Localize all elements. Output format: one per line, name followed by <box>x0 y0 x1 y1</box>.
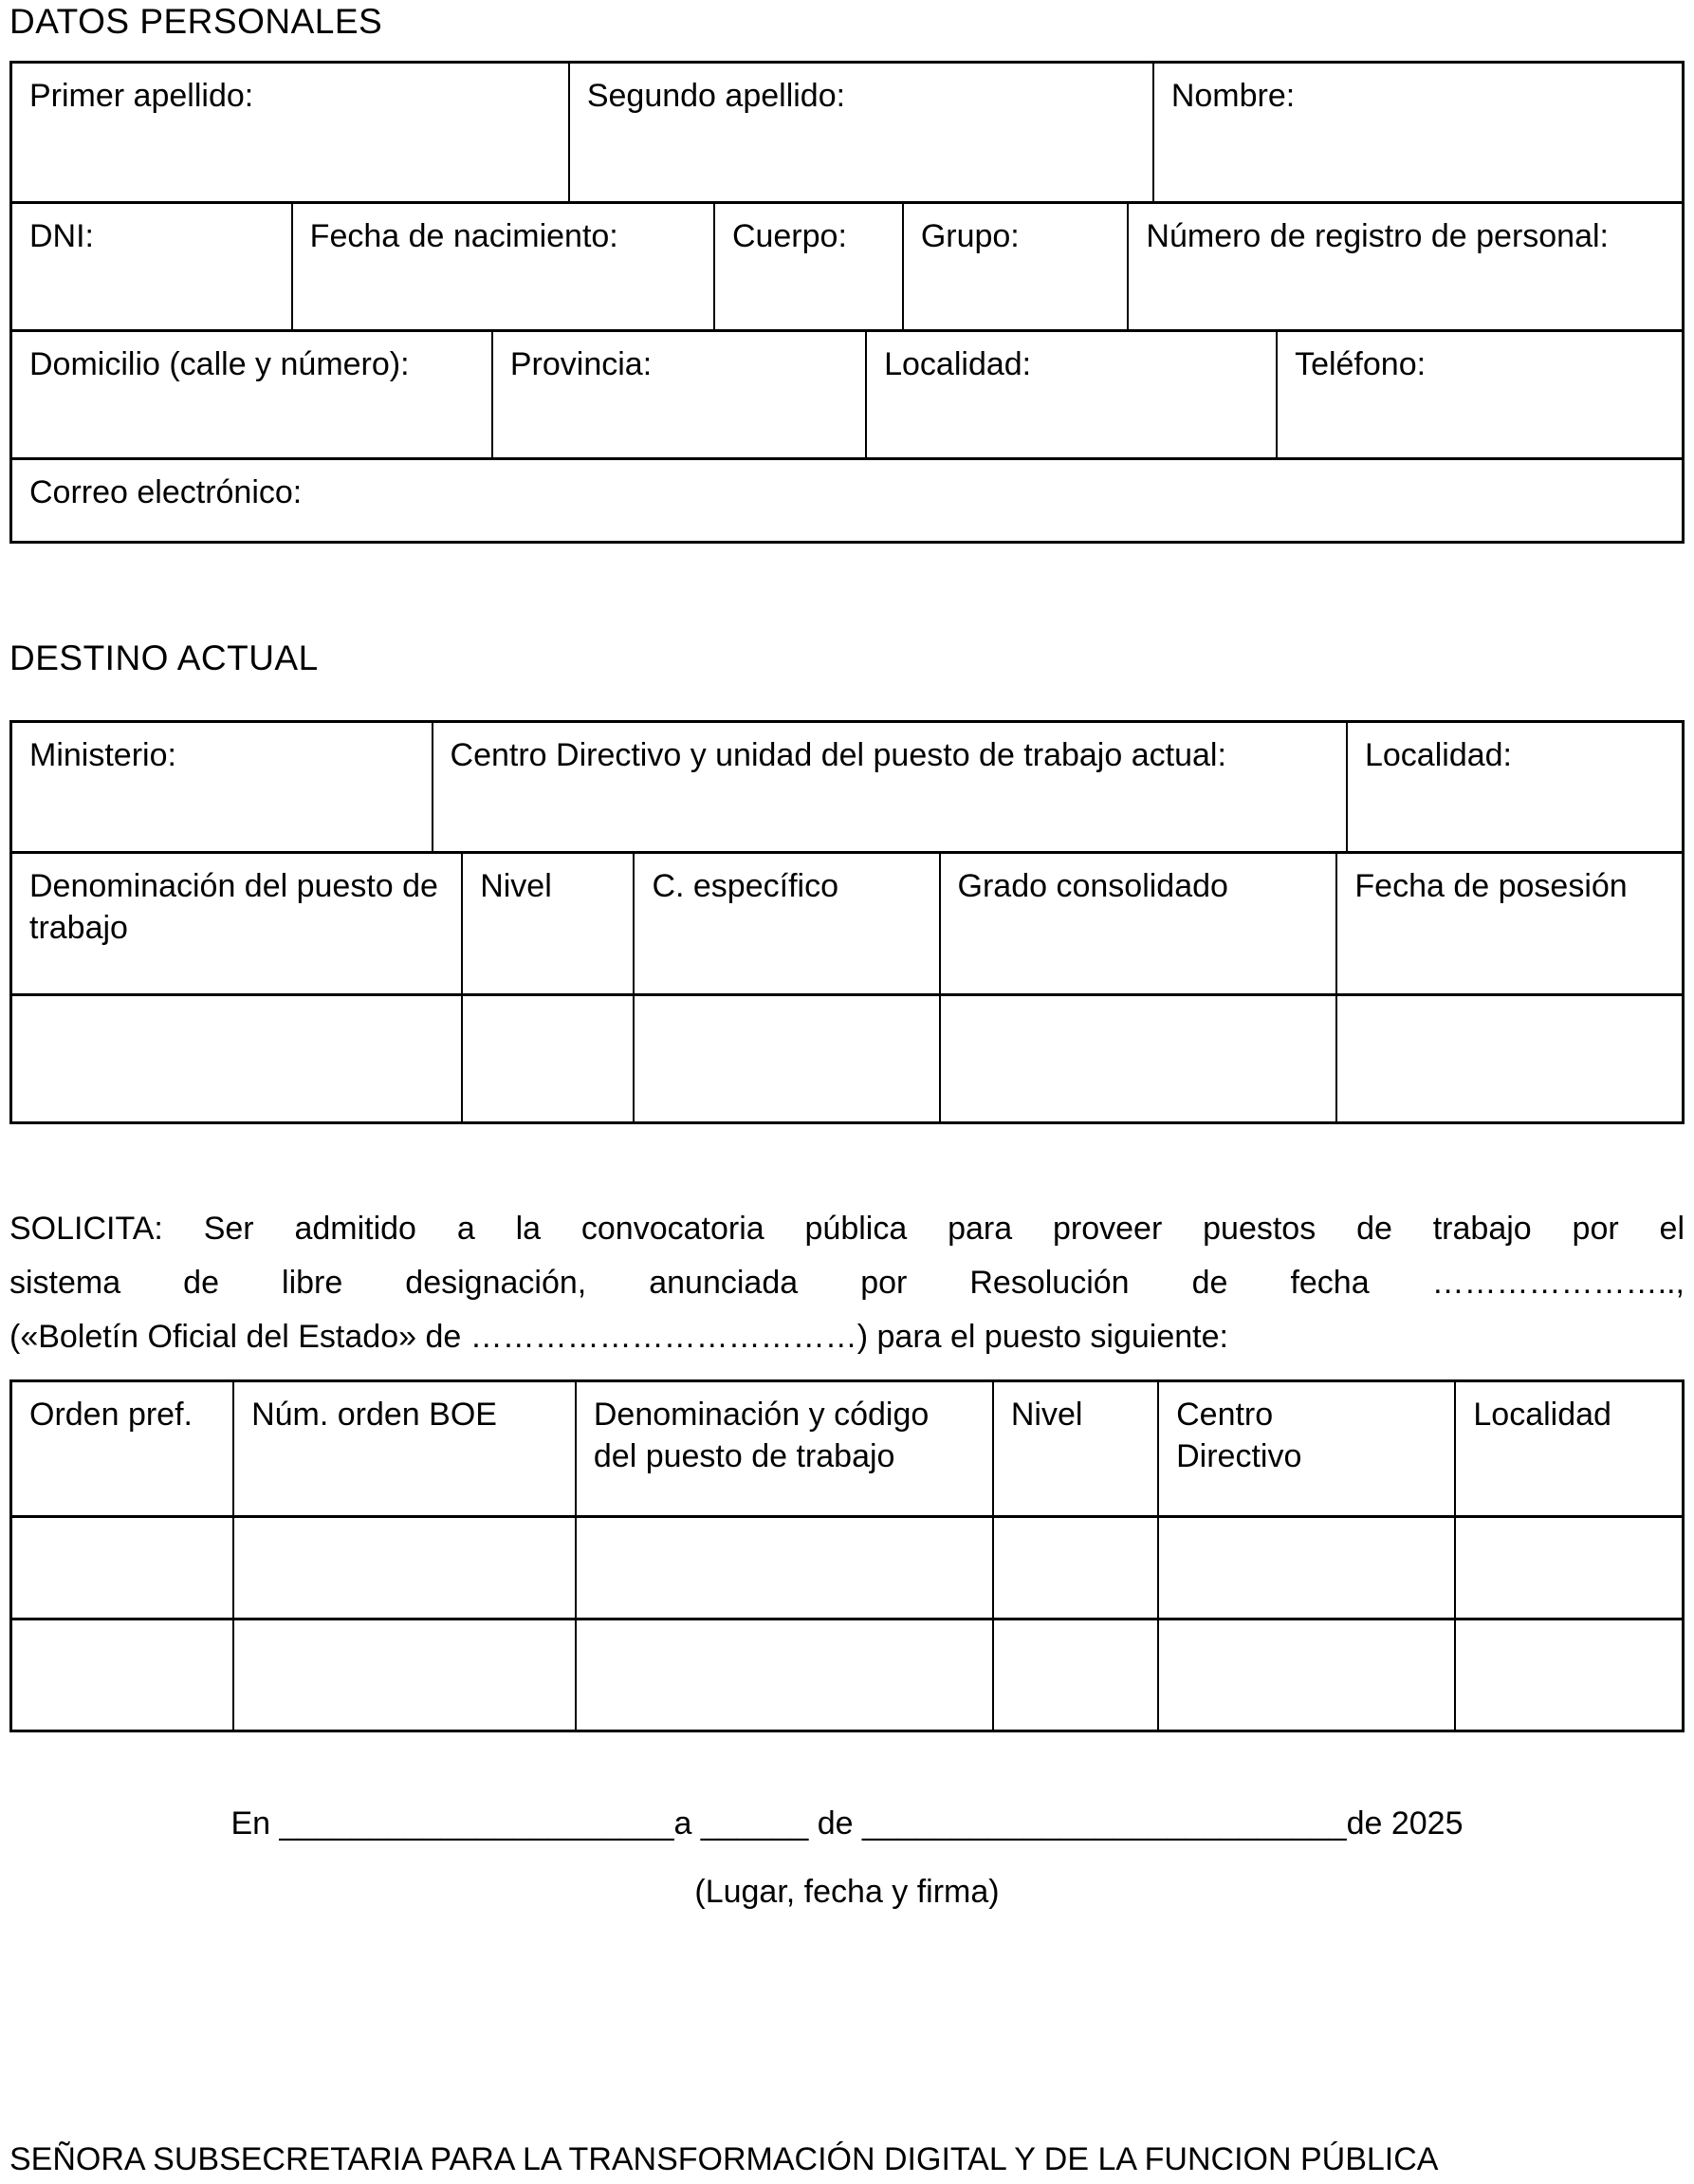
empty-cell <box>577 1518 994 1618</box>
personal-data-table <box>9 61 1685 544</box>
date-blank-line: En ______________________a ______ de ___________________________de 2025 <box>230 1805 1464 1842</box>
empty-cell <box>994 1518 1159 1618</box>
empty-cell <box>1456 1518 1682 1618</box>
empty-cell-c-especifico <box>635 996 940 1121</box>
cell-segundo-apellido: Segundo apellido: <box>570 64 1154 201</box>
cell-grado-consolidado: Grado consolidado <box>941 854 1338 993</box>
solicita-paragraph <box>9 1202 1685 1364</box>
personal-row-correo <box>12 457 1682 541</box>
destino-actual-table <box>9 720 1685 1124</box>
cell-nombre: Nombre: <box>1170 78 1296 114</box>
empty-cell-grado <box>941 996 1338 1121</box>
empty-cell <box>1159 1518 1456 1618</box>
empty-cell <box>994 1620 1159 1730</box>
lugar-fecha-firma-label: (Lugar, fecha y firma) <box>694 1874 1000 1910</box>
puestos-empty-row-1 <box>12 1515 1682 1618</box>
cell-cuerpo: Cuerpo: <box>715 204 904 329</box>
header-num-orden-boe: Núm. orden BOE <box>234 1382 577 1515</box>
cell-correo-electronico: Correo electrónico: <box>29 474 303 510</box>
destino-row-empty <box>12 993 1682 1121</box>
puestos-header-row <box>12 1382 1682 1515</box>
empty-cell <box>12 1620 234 1730</box>
header-orden-pref: Orden pref. <box>12 1382 234 1515</box>
solicita-line-2: sistema de libre designación, anunciada por Resolución de fecha ………………….., <box>9 1265 1685 1301</box>
puestos-table <box>9 1379 1685 1732</box>
empty-cell-nivel <box>463 996 635 1121</box>
cell-domicilio: Domicilio (calle y número): <box>12 332 493 457</box>
personal-row-domicilio <box>12 329 1682 457</box>
empty-cell <box>1159 1620 1456 1730</box>
solicita-line-3: («Boletín Oficial del Estado» de ………………………………) para el puesto siguiente: <box>9 1319 1228 1355</box>
cell-dni: DNI: <box>12 204 293 329</box>
cell-numero-registro: Número de registro de personal: <box>1146 218 1609 254</box>
section-heading-datos-personales: DATOS PERSONALES <box>9 2 383 41</box>
header-localidad: Localidad <box>1473 1397 1611 1433</box>
header-nivel: Nivel <box>994 1382 1159 1515</box>
cell-c-especifico: C. específico <box>635 854 940 993</box>
empty-cell-fecha-posesion <box>1337 996 1682 1121</box>
puestos-empty-row-2 <box>12 1618 1682 1730</box>
footer-addressee-line: SEÑORA SUBSECRETARIA PARA LA TRANSFORMACIÓN DIGITAL Y DE LA FUNCION PÚBLICA <box>9 2141 1439 2177</box>
cell-ministerio: Ministerio: <box>12 723 433 851</box>
cell-telefono: Teléfono: <box>1295 346 1427 382</box>
empty-cell-denominacion <box>12 996 463 1121</box>
destino-row-headers <box>12 851 1682 993</box>
header-centro-directivo: Centro Directivo <box>1159 1382 1456 1515</box>
solicita-line-1: SOLICITA: Ser admitido a la convocatoria pública para proveer puestos de trabajo por el <box>9 1211 1685 1247</box>
cell-primer-apellido: Primer apellido: <box>12 64 570 201</box>
empty-cell <box>1456 1620 1682 1730</box>
personal-row-dni <box>12 201 1682 329</box>
section-heading-destino-actual: DESTINO ACTUAL <box>9 639 319 677</box>
cell-provincia: Provincia: <box>493 332 867 457</box>
empty-cell <box>234 1518 577 1618</box>
cell-denominacion-puesto: Denominación del puesto de trabajo <box>12 854 463 993</box>
cell-centro-directivo-unidad: Centro Directivo y unidad del puesto de trabajo actual: <box>433 723 1348 851</box>
cell-fecha-nacimiento: Fecha de nacimiento: <box>293 204 715 329</box>
header-denominacion-codigo: Denominación y código del puesto de trabajo <box>577 1382 994 1515</box>
personal-row-apellidos <box>12 64 1682 201</box>
empty-cell <box>577 1620 994 1730</box>
cell-localidad: Localidad: <box>867 332 1278 457</box>
empty-cell <box>12 1518 234 1618</box>
cell-grupo: Grupo: <box>904 204 1130 329</box>
cell-nivel: Nivel <box>463 854 635 993</box>
empty-cell <box>234 1620 577 1730</box>
cell-localidad-destino: Localidad: <box>1364 737 1512 773</box>
cell-fecha-posesion: Fecha de posesión <box>1354 868 1628 904</box>
destino-row-ministerio <box>12 723 1682 851</box>
